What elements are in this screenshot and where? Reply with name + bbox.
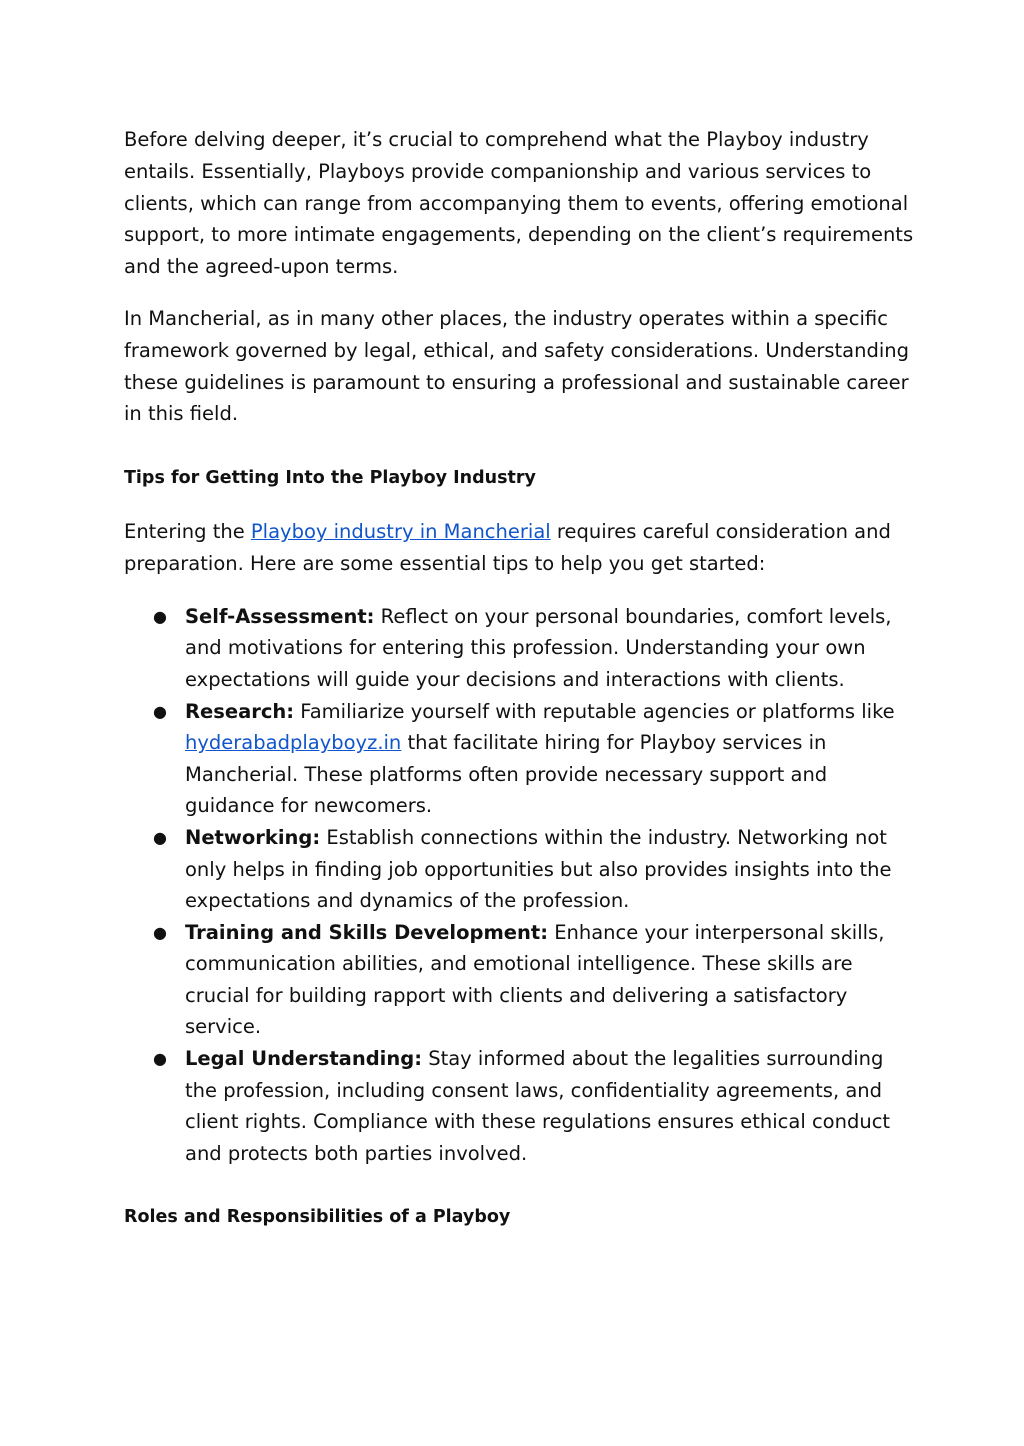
list-item-training xyxy=(153,917,914,1043)
bullet-icon: ● xyxy=(153,701,167,721)
bullet-icon: ● xyxy=(153,922,167,942)
list-item-term: Research: xyxy=(185,699,295,723)
tips-lead-text-after: requires careful consideration and preparation. Here are some essential tips to help you get started: xyxy=(124,520,891,575)
intro-paragraph: Before delving deeper, it’s crucial to comprehend what the Playboy industry entails. Essentially, Playboys provide companionship and various services to clients, which can range from accompanying them to events, offering emotional support, to more intimate engagements, depending on the client’s requirements and the agreed-upon terms. xyxy=(124,128,914,279)
bullet-icon: ● xyxy=(153,606,167,626)
list-item-networking xyxy=(153,822,914,917)
list-item-text: Enhance your interpersonal skills, communication abilities, and emotional intelligence. These skills are crucial for building rapport with clients and delivering a satisfactory service. xyxy=(185,920,885,1039)
bullet-icon: ● xyxy=(153,827,167,847)
list-item-term: Self-Assessment: xyxy=(185,604,375,628)
list-item-text: that facilitate hiring for Playboy services in Mancherial. These platforms often provide necessary support and guidance for newcomers. xyxy=(185,731,828,818)
tips-lead-text-before: Entering the xyxy=(124,520,251,544)
tips-heading: Tips for Getting Into the Playboy Industry xyxy=(124,468,536,489)
framework-paragraph: In Mancherial, as in many other places, the industry operates within a specific framework governed by legal, ethical, and safety considerations. Understanding these guidelines is paramount to ensuring a professional and sustainable career in this field. xyxy=(124,306,909,426)
list-item-text: Reflect on your personal boundaries, comfort levels, and motivations for entering this profession. Understanding your own expectations will guide your decisions and interactions with clients. xyxy=(185,604,892,691)
list-item-legal xyxy=(153,1043,914,1169)
list-item-text: Familiarize yourself with reputable agencies or platforms like xyxy=(294,699,895,723)
roles-heading: Roles and Responsibilities of a Playboy xyxy=(124,1207,511,1228)
tips-list xyxy=(124,601,914,1170)
hyderabadplayboyz-link[interactable]: hyderabadplayboyz.in xyxy=(185,731,402,755)
document-page xyxy=(124,124,914,1230)
tips-lead-paragraph xyxy=(124,516,914,580)
list-item-text: Establish connections within the industry. Networking not only helps in finding job opportunities but also provides insights into the expectations and dynamics of the profession. xyxy=(185,825,892,913)
list-item-term: Legal Understanding: xyxy=(185,1047,423,1071)
list-item-term: Networking: xyxy=(185,825,321,849)
list-item-term: Training and Skills Development: xyxy=(185,920,548,944)
list-item-text: Stay informed about the legalities surrounding the profession, including consent laws, confidentiality agreements, and client rights. Compliance with these regulations ensures ethical conduct and protects both parties involved. xyxy=(185,1047,891,1165)
list-item-research xyxy=(153,696,914,822)
bullet-icon: ● xyxy=(153,1049,167,1069)
playboy-industry-link[interactable]: Playboy industry in Mancherial xyxy=(250,520,551,544)
list-item-self-assessment xyxy=(153,601,914,696)
